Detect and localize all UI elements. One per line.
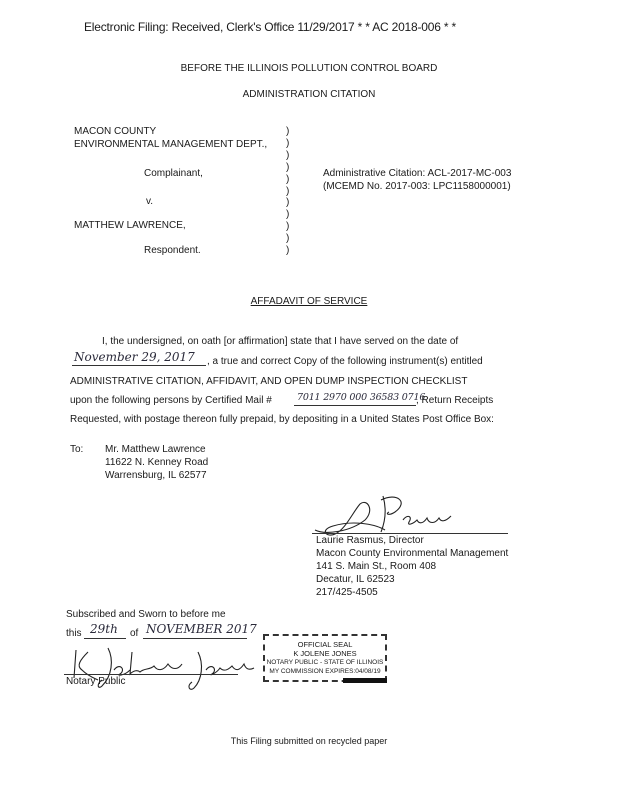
affidavit-heading: AFFADAVIT OF SERVICE <box>250 296 368 307</box>
service-date-handwritten: November 29, 2017 <box>74 350 195 364</box>
recipient-street: 11622 N. Kenney Road <box>105 457 209 468</box>
body-line-3: ADMINISTRATIVE CITATION, AFFIDAVIT, AND OPEN DUMP INSPECTION CHECKLIST <box>70 376 468 387</box>
notary-official-seal <box>263 634 387 682</box>
respondent-role: Respondent. <box>144 245 201 256</box>
respondent-name: MATTHEW LAWRENCE, <box>74 220 186 231</box>
complainant-name-line2: ENVIRONMENTAL MANAGEMENT DEPT., <box>74 139 268 150</box>
notary-day-underline <box>84 638 126 639</box>
body-line-2: , a true and correct Copy of the following instrument(s) entitled <box>207 356 483 367</box>
complainant-name-line1: MACON COUNTY <box>74 126 157 137</box>
filing-header: Electronic Filing: Received, Clerk's Office 11/29/2017 * * AC 2018-006 * * <box>84 20 456 34</box>
versus-label: v. <box>146 196 154 207</box>
signer-city: Decatur, IL 62523 <box>316 574 395 585</box>
recipient-label: To: <box>70 444 84 455</box>
footer-note: This Filing submitted on recycled paper <box>230 736 388 746</box>
mcemd-number: (MCEMD No. 2017-003: LPC1158000001) <box>323 181 511 192</box>
signer-organization: Macon County Environmental Management <box>316 548 509 559</box>
body-line-5: Requested, with postage thereon fully prepaid, by depositing in a United States Post Office Box: <box>70 414 494 425</box>
signer-name-title: Laurie Rasmus, Director <box>316 535 424 546</box>
notary-sworn-text: Subscribed and Sworn to before me <box>66 609 226 620</box>
notary-month-underline <box>143 638 247 639</box>
body-line-4-end: , Return Receipts <box>416 395 494 406</box>
recipient-city: Warrensburg, IL 62577 <box>105 470 207 481</box>
notary-month-year-handwritten: NOVEMBER 2017 <box>146 622 257 636</box>
complainant-role: Complainant, <box>144 168 203 179</box>
notary-signature-line <box>64 674 238 675</box>
document-title: ADMINISTRATION CITATION <box>242 89 376 100</box>
board-title: BEFORE THE ILLINOIS POLLUTION CONTROL BOARD <box>180 63 438 74</box>
seal-line-3: NOTARY PUBLIC - STATE OF ILLINOIS <box>266 659 384 666</box>
service-date-underline <box>72 365 206 366</box>
recipient-name: Mr. Matthew Lawrence <box>105 444 206 455</box>
seal-line-2: K JOLENE JONES <box>293 649 357 658</box>
citation-number: Administrative Citation: ACL-2017-MC-003 <box>323 168 512 179</box>
signer-phone: 217/425-4505 <box>316 587 378 598</box>
certified-mail-underline <box>294 405 416 406</box>
notary-day-handwritten: 29th <box>90 622 118 636</box>
signer-street: 141 S. Main St., Room 408 <box>316 561 437 572</box>
notary-of-label: of <box>130 628 139 639</box>
notary-public-label: Notary Public <box>66 676 126 687</box>
notary-this-label: this <box>66 628 82 639</box>
certified-mail-number-handwritten: 7011 2970 000 36583 0716 <box>297 392 426 403</box>
body-line-1: I, the undersigned, on oath [or affirmation] state that I have served on the date of <box>102 336 459 347</box>
seal-line-1: OFFICIAL SEAL <box>297 640 353 649</box>
seal-line-4: MY COMMISSION EXPIRES:04/08/19 <box>269 668 381 675</box>
signer-signature-line <box>312 533 508 534</box>
caption-parentheses: ) ) ) ) ) ) ) ) ) ) ) <box>286 126 290 257</box>
seal-stripe <box>343 678 387 683</box>
body-line-4-start: upon the following persons by Certified Mail # <box>70 395 272 406</box>
